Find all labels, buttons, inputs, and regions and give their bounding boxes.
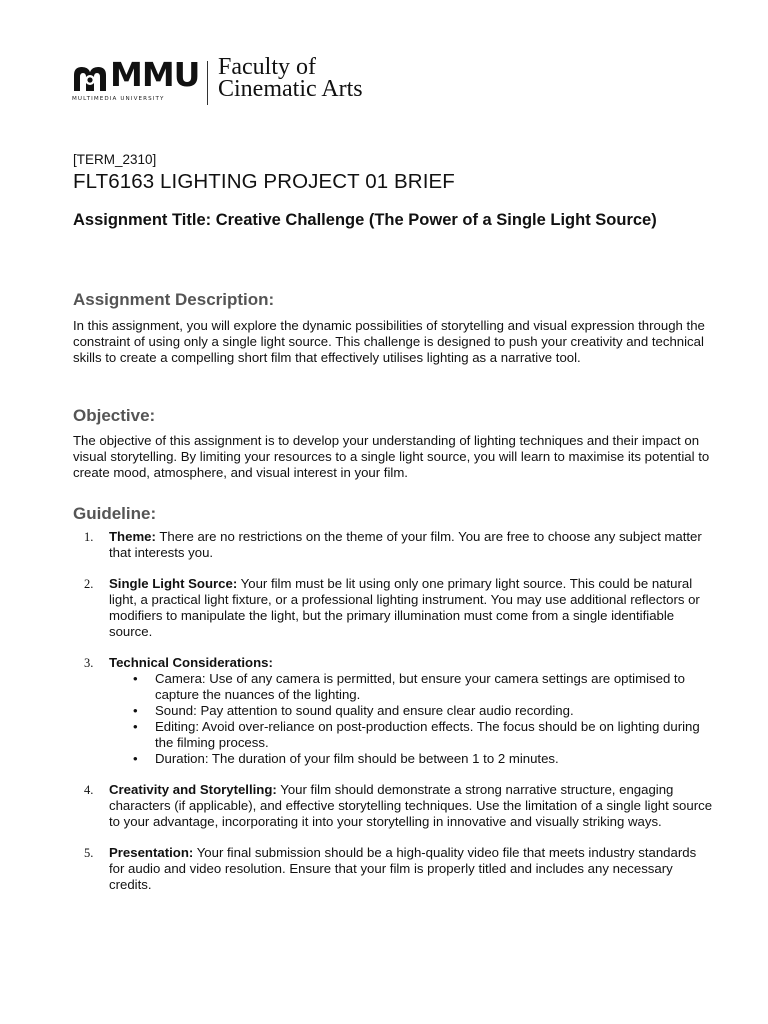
item-label: Presentation: — [109, 845, 194, 860]
faculty-line-1: Faculty of — [218, 54, 316, 80]
bullet-icon: • — [133, 751, 138, 766]
logo-divider — [207, 61, 208, 105]
description-heading: Assignment Description: — [73, 290, 275, 309]
item-number: 1. — [84, 530, 94, 544]
logo-text: MMU — [110, 55, 200, 94]
mmu-logo — [72, 56, 204, 106]
guideline-item — [73, 845, 713, 893]
objective-heading: Objective: — [73, 406, 156, 425]
item-label: Technical Considerations: — [109, 655, 273, 670]
guideline-item — [73, 782, 713, 830]
item-label: Creativity and Storytelling: — [109, 782, 277, 797]
mmu-emblem-icon — [72, 63, 112, 93]
technical-bullets — [109, 671, 713, 767]
assignment-title: Assignment Title: Creative Challenge (The Power of a Single Light Source) — [73, 211, 657, 229]
term-code: [TERM_2310] — [73, 152, 157, 167]
bullet-text: Duration: The duration of your film should be between 1 to 2 minutes. — [155, 751, 559, 766]
item-number: 4. — [84, 783, 94, 797]
bullet-icon: • — [133, 719, 138, 734]
bullet-item — [109, 751, 713, 767]
guideline-item — [73, 655, 713, 767]
item-text: There are no restrictions on the theme of your film. You are free to choose any subject matter that interests you. — [109, 529, 702, 560]
item-number: 5. — [84, 846, 94, 860]
item-label: Single Light Source: — [109, 576, 238, 591]
faculty-name — [218, 56, 363, 100]
bullet-item — [109, 703, 713, 719]
bullet-text: Sound: Pay attention to sound quality and ensure clear audio recording. — [155, 703, 574, 718]
bullet-item — [109, 671, 713, 703]
document-title: FLT6163 LIGHTING PROJECT 01 BRIEF — [73, 170, 455, 193]
objective-body: The objective of this assignment is to develop your understanding of lighting techniques and their impact on visual storytelling. By limiting your resources to a single light source, you will learn to maximise its potential to create mood, atmosphere, and visual interest in your film. — [73, 433, 710, 480]
item-text: Your film must be lit using only one primary light source. This could be natural light, a practical light fixture, or a professional lighting instrument. You may use additional reflectors or modifiers to manipulate the light, but the primary illumination must come from a single identifiable source. — [109, 576, 700, 639]
guideline-item — [73, 529, 713, 561]
item-label: Theme: — [109, 529, 156, 544]
item-text: Your final submission should be a high-quality video file that meets industry standards for audio and video resolution. Ensure that your film is properly titled and includes any necessary credits. — [109, 845, 697, 892]
guideline-item — [73, 576, 713, 640]
bullet-text: Editing: Avoid over-reliance on post-production effects. The focus should be on lighting during the filming process. — [155, 719, 700, 750]
logo-subtext: MULTIMEDIA UNIVERSITY — [72, 96, 165, 102]
guideline-list — [73, 529, 713, 908]
faculty-line-2: Cinematic Arts — [218, 76, 363, 102]
item-number: 3. — [84, 656, 94, 670]
description-body: In this assignment, you will explore the dynamic possibilities of storytelling and visual expression through the constraint of using only a single light source. This challenge is designed to push your creativity and technical skills to create a compelling short film that effectively utilises lighting as a narrative tool. — [73, 318, 705, 365]
item-text: Your film should demonstrate a strong narrative structure, engaging characters (if applicable), and effective storytelling techniques. Use the limitation of a single light source to your advantage, incorporating it into your storytelling in innovative and visually striking ways. — [109, 782, 713, 829]
header — [72, 56, 204, 110]
bullet-item — [109, 719, 713, 751]
bullet-icon: • — [133, 703, 138, 718]
guideline-heading: Guideline: — [73, 504, 157, 523]
bullet-text: Camera: Use of any camera is permitted, but ensure your camera settings are optimised to capture the nuances of the lighting. — [155, 671, 685, 702]
item-number: 2. — [84, 577, 94, 591]
bullet-icon: • — [133, 671, 138, 686]
